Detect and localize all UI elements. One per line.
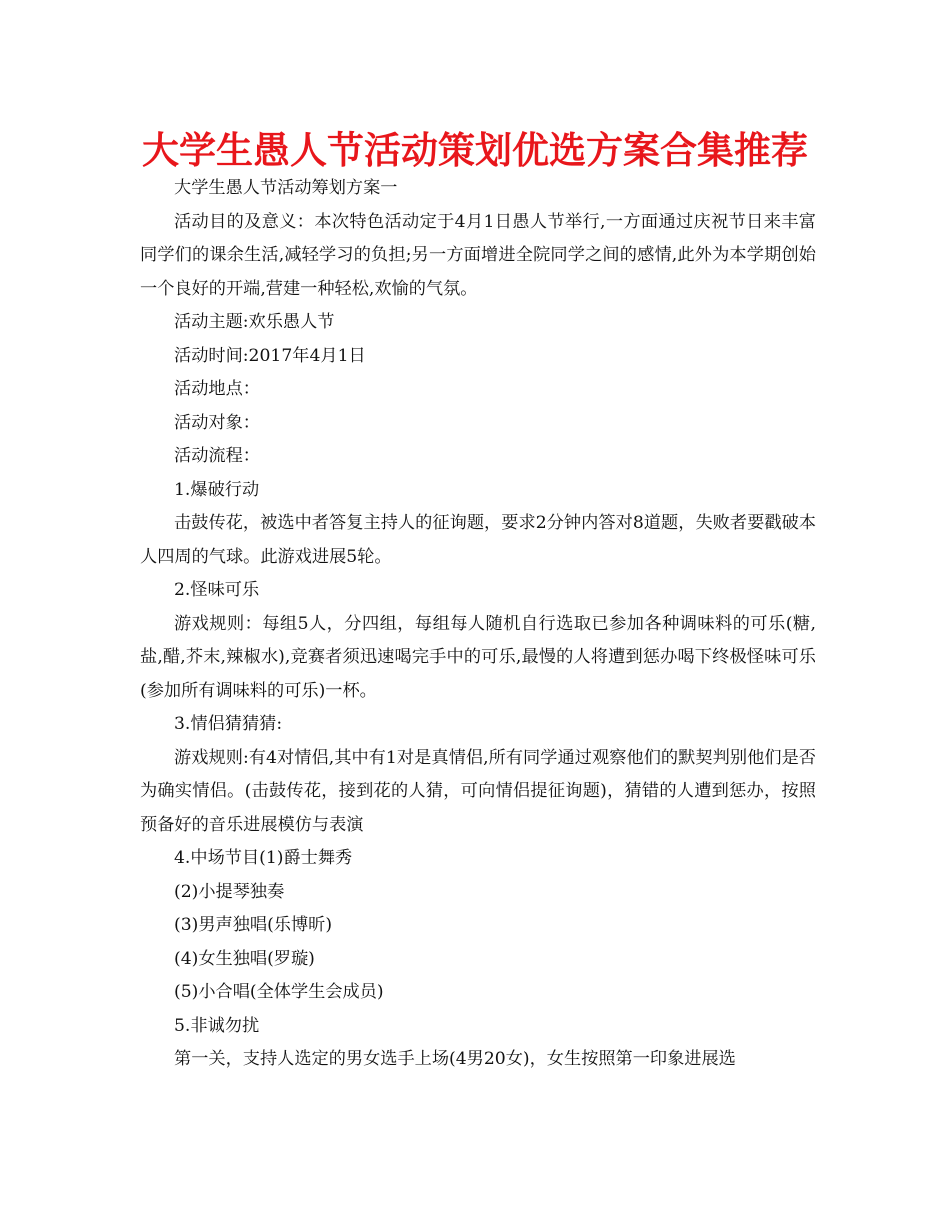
paragraph-item-2-desc: 游戏规则：每组5人，分四组，每组每人随机自行选取已参加各种调味料的可乐(糖,盐,醋,芥末,辣椒水),竞赛者须迅速喝完手中的可乐,最慢的人将遭到惩办喝下终极怪味可乐(参加所有调味料的可乐)一杯。 (140, 613, 816, 701)
paragraph-theme: 活动主题:欢乐愚人节 (174, 312, 335, 332)
paragraph-location: 活动地点： (174, 379, 260, 399)
paragraph-item-1: 1.爆破行动 (174, 479, 260, 500)
paragraph-item-5: 5.非诚勿扰 (174, 1015, 260, 1036)
document-title: 大学生愚人节活动策划优选方案合集推荐 (142, 129, 808, 172)
paragraph-item-5-desc: 第一关，支持人选定的男女选手上场(4男20女)，女生按照第一印象进展选 (174, 1049, 736, 1069)
paragraph-item-4: 4.中场节目(1)爵士舞秀 (174, 848, 353, 868)
paragraph-item-3-desc: 游戏规则:有4对情侣,其中有1对是真情侣,所有同学通过观察他们的默契判别他们是否为确实情侣。(击鼓传花，接到花的人猜，可向情侣提征询题)，猜错的人遭到惩办，按照预备好的音乐进展模仿与表演 (140, 747, 816, 835)
paragraph-time: 活动时间:2017年4月1日 (174, 345, 366, 366)
paragraph-item-4-sub-2: (2)小提琴独奏 (174, 881, 285, 902)
paragraph-item-4-sub-5: (5)小合唱(全体学生会成员) (174, 982, 384, 1002)
document-body (140, 172, 816, 1077)
paragraph-item-1-desc: 击鼓传花，被选中者答复主持人的征询题，要求2分钟内答对8道题，失败者要戳破本人四周的气球。此游戏进展5轮。 (140, 513, 816, 567)
paragraph-process: 活动流程： (174, 446, 260, 466)
paragraph-plan-heading: 大学生愚人节活动筹划方案一 (174, 178, 398, 198)
paragraph-purpose: 活动目的及意义：本次特色活动定于4月1日愚人节举行,一方面通过庆祝节日来丰富同学们的课余生活,减轻学习的负担;另一方面增进全院同学之间的感情,此外为本学期创始一个良好的开端,营建一种轻松,欢愉的气氛。 (140, 211, 816, 299)
paragraph-item-4-sub-3: (3)男声独唱(乐博昕) (174, 915, 333, 935)
paragraph-item-3: 3.情侣猜猜猜: (174, 714, 283, 734)
paragraph-audience: 活动对象： (174, 412, 260, 433)
paragraph-item-4-sub-4: (4)女生独唱(罗璇) (174, 948, 315, 969)
paragraph-item-2: 2.怪味可乐 (174, 580, 260, 600)
